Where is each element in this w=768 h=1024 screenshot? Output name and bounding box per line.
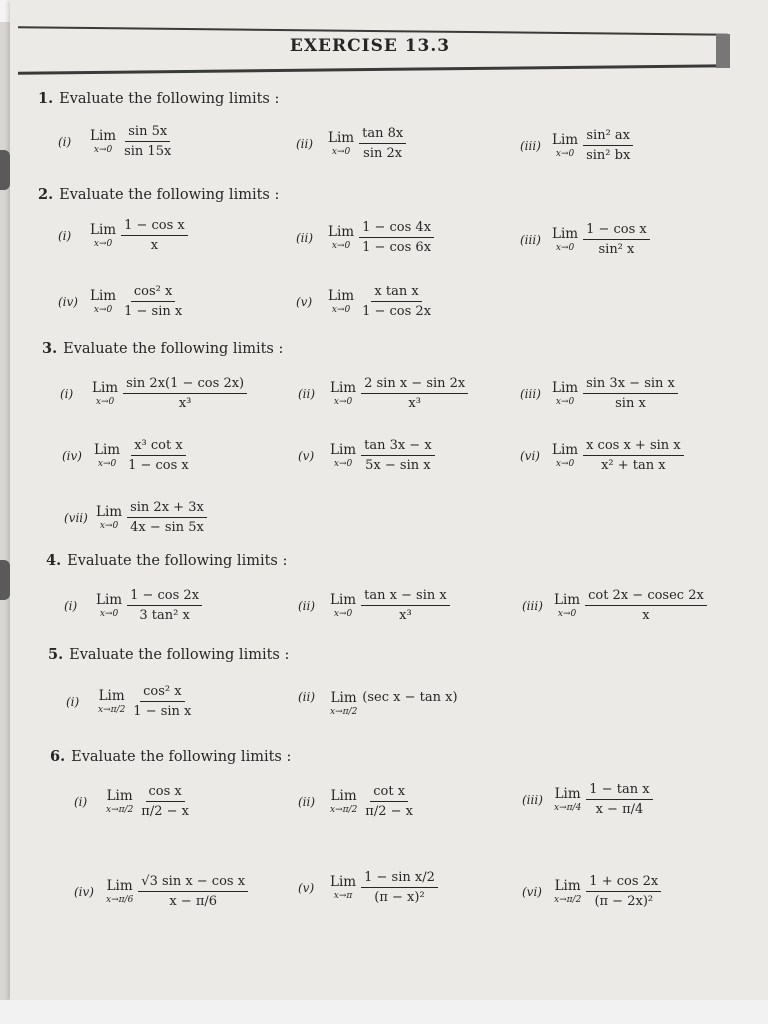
- numerator: sin 5x: [125, 124, 170, 142]
- fraction: [127, 588, 202, 623]
- fraction: [361, 588, 450, 623]
- denominator: π/2 − x: [141, 804, 189, 819]
- lim-subscript: x→0: [555, 459, 575, 469]
- lim-subscript: x→0: [93, 239, 113, 249]
- fraction: [123, 376, 247, 411]
- numerator: cot x: [370, 784, 408, 802]
- limit-item: [58, 218, 188, 253]
- item-label: (ii): [296, 136, 314, 151]
- denominator: sin 2x: [363, 146, 403, 161]
- fraction: [361, 376, 468, 411]
- question-text: Evaluate the following limits :: [69, 647, 290, 663]
- fraction: [138, 784, 192, 819]
- lim-operator: [552, 226, 578, 253]
- lim-subscript: x→0: [331, 241, 351, 251]
- lim-text: Lim: [552, 226, 579, 242]
- limit-item: [60, 376, 247, 411]
- lim-operator: [328, 224, 354, 251]
- question-text: Evaluate the following limits :: [59, 187, 280, 203]
- question-text: Evaluate the following limits :: [59, 91, 280, 107]
- limit-expression: (sec x − tan x): [362, 690, 458, 705]
- limit-item: [58, 284, 185, 319]
- numerator: 1 + cos 2x: [586, 874, 661, 892]
- fraction: [361, 870, 438, 905]
- item-label: (ii): [298, 598, 316, 613]
- lim-operator: [330, 874, 356, 901]
- question-heading: [42, 340, 283, 357]
- lim-text: Lim: [554, 786, 581, 802]
- item-label: (ii): [296, 230, 314, 245]
- question-text: Evaluate the following limits :: [63, 341, 284, 357]
- fraction: [121, 284, 185, 319]
- item-label: (ii): [298, 690, 316, 704]
- lim-subscript: x→0: [333, 609, 353, 619]
- item-label: (ii): [298, 794, 316, 809]
- question-heading: [38, 90, 279, 107]
- lim-text: Lim: [330, 592, 357, 608]
- lim-operator: [96, 504, 122, 531]
- lim-subscript: x→0: [93, 145, 113, 155]
- lim-subscript: x→0: [555, 149, 575, 159]
- binding-ring: [0, 560, 10, 600]
- item-label: (iii): [522, 598, 543, 613]
- item-label: (ii): [298, 386, 316, 401]
- denominator: sin² x: [598, 242, 635, 257]
- lim-subscript: x→0: [93, 305, 113, 315]
- lim-operator: [554, 878, 581, 905]
- question-number: 4.: [46, 552, 62, 569]
- item-label: (i): [74, 794, 88, 809]
- item-label: (i): [66, 694, 80, 709]
- lim-text: Lim: [554, 592, 581, 608]
- limit-item: [58, 124, 174, 159]
- limit-item: [520, 222, 650, 257]
- lim-text: Lim: [328, 224, 355, 240]
- item-label: (vi): [522, 884, 542, 899]
- question-text: Evaluate the following limits :: [71, 749, 292, 765]
- fraction: [585, 588, 707, 623]
- lim-text: Lim: [554, 878, 581, 894]
- fraction: [359, 284, 434, 319]
- fraction: [121, 124, 174, 159]
- denominator: x³: [178, 396, 192, 411]
- denominator: sin² bx: [586, 148, 631, 163]
- denominator: 1 − cos 2x: [362, 304, 432, 319]
- lim-operator: [92, 380, 118, 407]
- lim-subscript: x→0: [557, 609, 577, 619]
- lim-text: Lim: [106, 788, 133, 804]
- lim-text: Lim: [552, 442, 579, 458]
- question-heading: [38, 186, 279, 203]
- numerator: 1 − tan x: [586, 782, 652, 800]
- denominator: x³: [399, 608, 412, 623]
- denominator: 1 − sin x: [133, 704, 192, 719]
- lim-text: Lim: [330, 874, 357, 890]
- lim-text: Lim: [552, 132, 579, 148]
- lim-operator: [552, 380, 578, 407]
- lim-subscript: x→0: [331, 305, 351, 315]
- lim-text: Lim: [94, 442, 121, 458]
- fraction: [121, 218, 188, 253]
- limit-item: [74, 874, 248, 909]
- lim-text: Lim: [98, 688, 125, 704]
- lim-operator: [330, 592, 356, 619]
- lim-subscript: x→0: [333, 459, 353, 469]
- denominator: 3 tan² x: [139, 608, 190, 623]
- lim-text: Lim: [330, 442, 357, 458]
- numerator: sin 2x + 3x: [127, 500, 207, 518]
- lim-operator: [330, 788, 357, 815]
- lim-operator: [328, 288, 354, 315]
- lim-operator: [554, 592, 580, 619]
- lim-operator: [552, 132, 578, 159]
- fraction: [583, 376, 678, 411]
- denominator: π/2 − x: [365, 804, 413, 819]
- question-text: Evaluate the following limits :: [67, 553, 288, 569]
- lim-text: Lim: [90, 128, 117, 144]
- lim-operator: [552, 442, 578, 469]
- fraction: [125, 438, 192, 473]
- limit-item: [520, 438, 684, 473]
- limit-item: [298, 690, 458, 717]
- lim-subscript: x→0: [333, 397, 353, 407]
- limit-item: [296, 284, 434, 319]
- lim-text: Lim: [328, 130, 355, 146]
- lim-subscript: x→π/2: [554, 895, 582, 905]
- question-number: 5.: [48, 646, 64, 663]
- lim-subscript: x→π/2: [330, 707, 358, 717]
- limit-item: [296, 126, 406, 161]
- numerator: sin 2x(1 − cos 2x): [123, 376, 247, 394]
- lim-operator: [106, 878, 133, 905]
- limit-item: [298, 588, 450, 623]
- item-label: (v): [298, 880, 315, 895]
- lim-text: Lim: [106, 878, 133, 894]
- lim-text: Lim: [330, 690, 357, 706]
- item-label: (iv): [74, 884, 94, 899]
- lim-text: Lim: [328, 288, 355, 304]
- limit-item: [520, 376, 678, 411]
- lim-operator: [554, 786, 581, 813]
- lim-subscript: x→0: [99, 609, 119, 619]
- fraction: [583, 438, 684, 473]
- numerator: 1 − cos x: [583, 222, 650, 240]
- limit-item: [298, 784, 416, 819]
- lim-subscript: x→0: [555, 243, 575, 253]
- fraction: [130, 684, 194, 719]
- denominator: (π − x)²: [374, 890, 425, 905]
- lim-operator: [90, 288, 116, 315]
- lim-subscript: x→π/6: [106, 895, 134, 905]
- limit-item: [522, 588, 707, 623]
- lim-subscript: x→π/2: [98, 705, 126, 715]
- lim-subscript: x→π/4: [554, 803, 582, 813]
- lim-operator: [330, 442, 356, 469]
- lim-text: Lim: [330, 788, 357, 804]
- numerator: 1 − sin x/2: [361, 870, 438, 888]
- item-label: (i): [60, 386, 74, 401]
- limit-item: [66, 684, 194, 719]
- fraction: [127, 500, 207, 535]
- question-number: 6.: [50, 748, 66, 765]
- fraction: [359, 126, 406, 161]
- lim-text: Lim: [96, 592, 123, 608]
- denominator: x − π/4: [595, 802, 644, 817]
- lim-text: Lim: [552, 380, 579, 396]
- numerator: 1 − cos 4x: [359, 220, 434, 238]
- limit-item: [522, 874, 661, 909]
- denominator: x − π/6: [169, 894, 218, 909]
- fraction: [361, 438, 435, 473]
- item-label: (v): [298, 448, 315, 463]
- header-tab: [716, 34, 730, 68]
- item-label: (iii): [522, 792, 543, 807]
- fraction: [359, 220, 434, 255]
- lim-text: Lim: [96, 504, 123, 520]
- lim-operator: [90, 128, 116, 155]
- denominator: x² + tan x: [601, 458, 666, 473]
- limit-item: [64, 588, 202, 623]
- page-bottom-margin: [0, 1000, 768, 1024]
- fraction: [586, 874, 661, 909]
- fraction: [362, 784, 416, 819]
- denominator: 5x − sin x: [365, 458, 431, 473]
- item-label: (vii): [64, 510, 88, 525]
- lim-operator: [328, 130, 354, 157]
- limit-item: [62, 438, 192, 473]
- lim-operator: [330, 690, 357, 717]
- numerator: √3 sin x − cos x: [138, 874, 248, 892]
- numerator: x³ cot x: [131, 438, 185, 456]
- item-label: (iii): [520, 138, 541, 153]
- denominator: sin 15x: [124, 144, 172, 159]
- question-heading: [50, 748, 291, 765]
- limit-item: [64, 500, 207, 535]
- question-heading: [46, 552, 287, 569]
- limit-item: [298, 438, 435, 473]
- numerator: 2 sin x − sin 2x: [361, 376, 468, 394]
- denominator: 1 − cos 6x: [362, 240, 432, 255]
- denominator: x: [150, 238, 159, 253]
- lim-text: Lim: [90, 222, 117, 238]
- lim-operator: [330, 380, 356, 407]
- denominator: x³: [408, 396, 421, 411]
- binding-ring: [0, 150, 10, 190]
- lim-subscript: x→0: [331, 147, 351, 157]
- item-label: (iii): [520, 232, 541, 247]
- denominator: x: [642, 608, 650, 623]
- exercise-title: EXERCISE 13.3: [289, 36, 451, 56]
- denominator: (π − 2x)²: [594, 894, 654, 909]
- lim-operator: [106, 788, 133, 815]
- lim-subscript: x→0: [555, 397, 575, 407]
- numerator: cot 2x − cosec 2x: [585, 588, 707, 606]
- limit-item: [74, 784, 192, 819]
- item-label: (i): [64, 598, 78, 613]
- fraction: [138, 874, 248, 909]
- item-label: (iv): [58, 294, 78, 309]
- item-label: (i): [58, 228, 72, 243]
- numerator: sin² ax: [583, 128, 633, 146]
- item-label: (iii): [520, 386, 541, 401]
- denominator: 4x − sin 5x: [130, 520, 204, 535]
- lim-operator: [90, 222, 116, 249]
- numerator: cos² x: [140, 684, 184, 702]
- numerator: x tan x: [371, 284, 421, 302]
- limit-item: [298, 870, 438, 905]
- limit-item: [298, 376, 468, 411]
- fraction: [586, 782, 652, 817]
- numerator: sin 3x − sin x: [583, 376, 678, 394]
- item-label: (iv): [62, 448, 82, 463]
- numerator: cos x: [146, 784, 185, 802]
- numerator: x cos x + sin x: [583, 438, 684, 456]
- lim-operator: [94, 442, 120, 469]
- item-label: (v): [296, 294, 313, 309]
- question-number: 1.: [38, 90, 54, 107]
- item-label: (vi): [520, 448, 540, 463]
- lim-subscript: x→0: [97, 459, 117, 469]
- lim-operator: [96, 592, 122, 619]
- lim-text: Lim: [92, 380, 119, 396]
- numerator: 1 − cos x: [121, 218, 188, 236]
- lim-text: Lim: [90, 288, 117, 304]
- lim-subscript: x→π: [333, 891, 353, 901]
- lim-text: Lim: [330, 380, 357, 396]
- lim-subscript: x→π/2: [106, 805, 134, 815]
- numerator: tan x − sin x: [361, 588, 450, 606]
- lim-subscript: x→0: [95, 397, 115, 407]
- numerator: 1 − cos 2x: [127, 588, 202, 606]
- item-label: (i): [58, 134, 72, 149]
- lim-operator: [98, 688, 125, 715]
- denominator: 1 − cos x: [128, 458, 189, 473]
- limit-item: [296, 220, 434, 255]
- denominator: sin x: [615, 396, 646, 411]
- fraction: [583, 128, 633, 163]
- question-number: 3.: [42, 340, 58, 357]
- lim-subscript: x→π/2: [330, 805, 358, 815]
- limit-item: [522, 782, 653, 817]
- question-heading: [48, 646, 289, 663]
- fraction: [583, 222, 650, 257]
- numerator: tan 8x: [359, 126, 406, 144]
- numerator: tan 3x − x: [361, 438, 435, 456]
- question-number: 2.: [38, 186, 54, 203]
- limit-item: [520, 128, 633, 163]
- denominator: 1 − sin x: [124, 304, 183, 319]
- lim-subscript: x→0: [99, 521, 119, 531]
- numerator: cos² x: [131, 284, 175, 302]
